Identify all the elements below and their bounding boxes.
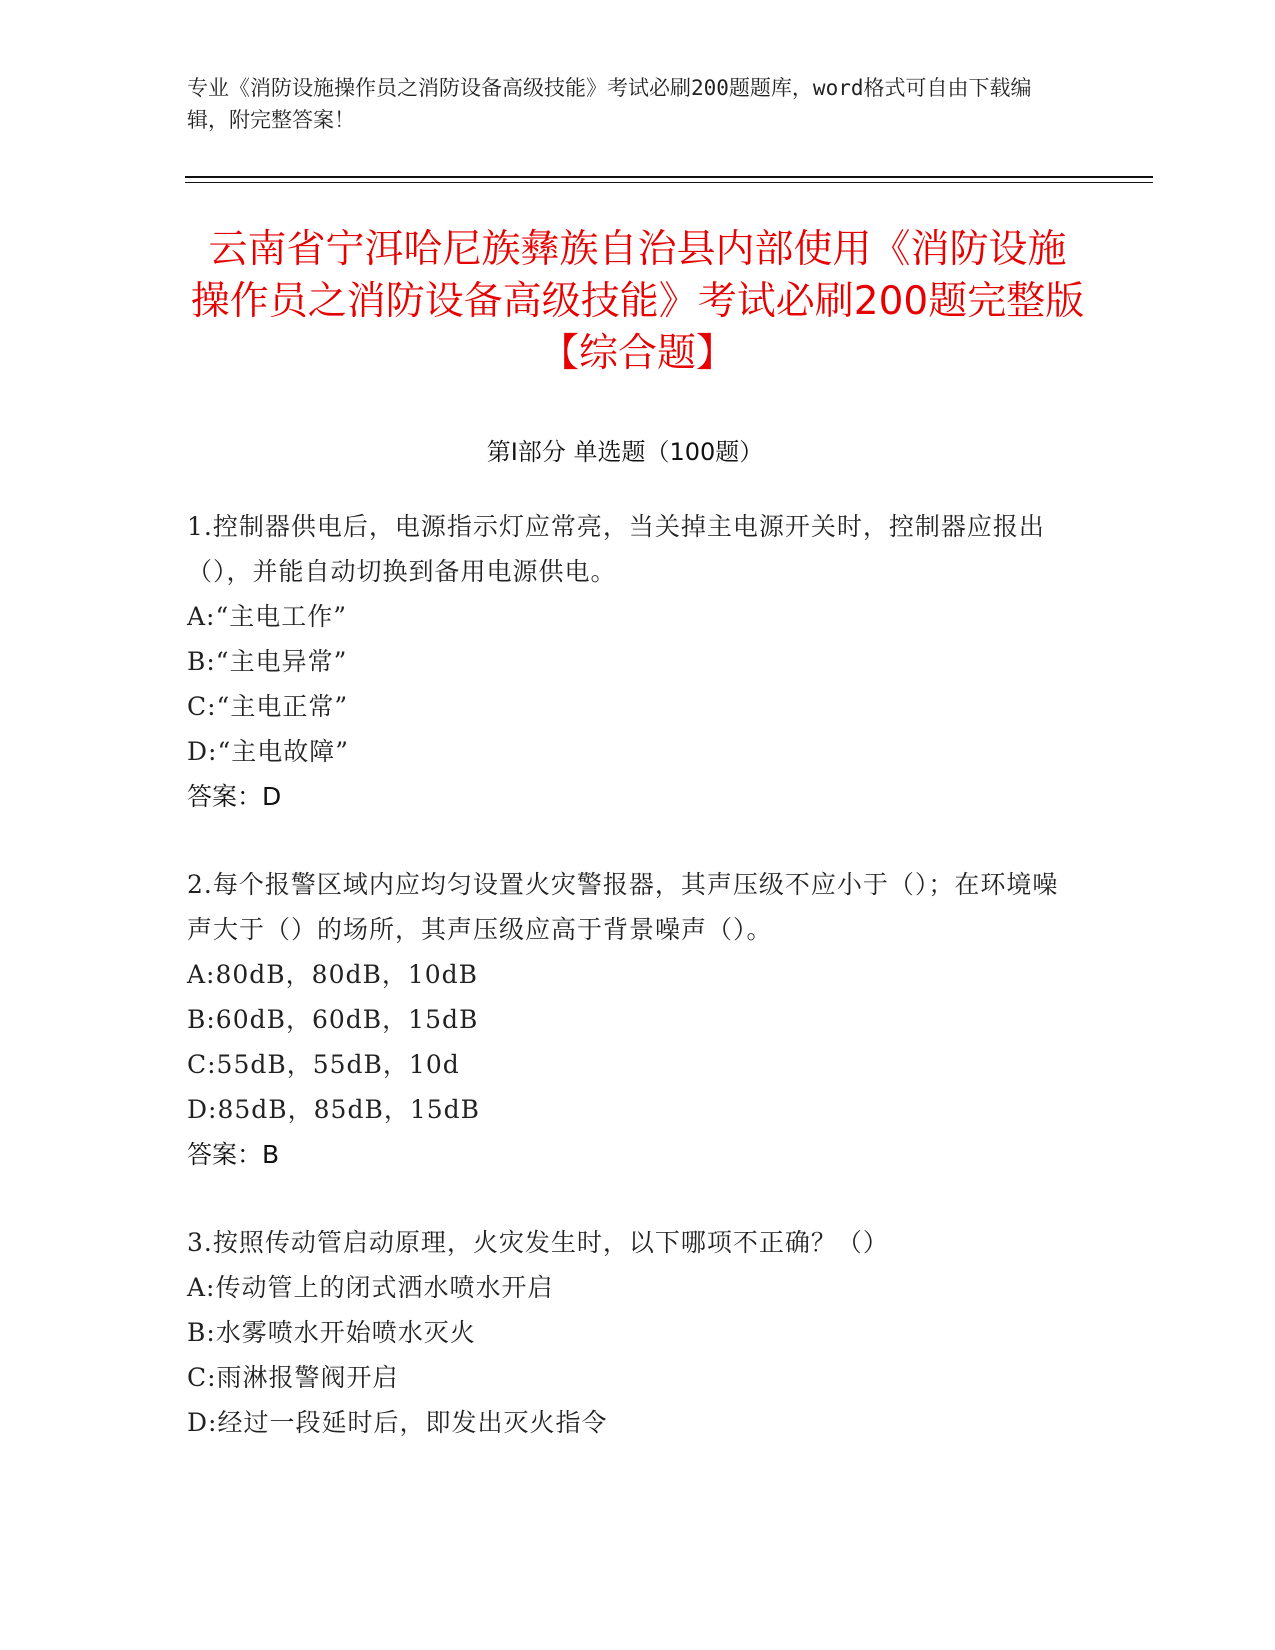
option-d: D:经过一段延时后，即发出灭火指令 [187,1408,608,1437]
question-stem: 3.按照传动管启动原理，火灾发生时，以下哪项不正确？（） [187,1228,889,1257]
question-1 [187,504,1067,819]
option-a: A:传动管上的闭式洒水喷水开启 [187,1273,554,1302]
question-3 [187,1220,1067,1445]
option-c: C:55dB，55dB，10d [187,1050,460,1079]
option-c: C:雨淋报警阀开启 [187,1363,399,1392]
question-stem: 1.控制器供电后，电源指示灯应常亮，当关掉主电源开关时，控制器应报出（），并能自动切换到备用电源供电。 [187,512,1045,586]
question-stem: 2.每个报警区域内应均匀设置火灾警报器，其声压级不应小于（）；在环境噪声大于（）的场所，其声压级应高于背景噪声（）。 [187,870,1059,944]
question-2 [187,862,1067,1177]
answer: 答案：B [187,1140,280,1169]
header-note: 专业《消防设施操作员之消防设备高级技能》考试必刷200题题库，word格式可自由下载编辑，附完整答案！ [187,76,1032,132]
option-a: A:“主电工作” [187,602,348,631]
option-b: B:“主电异常” [187,647,348,676]
option-c: C:“主电正常” [187,692,349,721]
section-title: 第Ⅰ部分 单选题（100题） [486,438,764,466]
header-rule-thick [185,176,1153,178]
option-a: A:80dB，80dB，10dB [187,960,479,989]
option-b: B:水雾喷水开始喷水灭火 [187,1318,476,1347]
option-d: D:85dB，85dB，15dB [187,1095,481,1124]
option-d: D:“主电故障” [187,737,350,766]
document-title: 云南省宁洱哈尼族彝族自治县内部使用《消防设施操作员之消防设备高级技能》考试必刷200题完整版【综合题】 [190,227,1085,376]
answer: 答案：D [187,782,282,811]
option-b: B:60dB，60dB，15dB [187,1005,479,1034]
header-rule-thin [185,182,1153,183]
